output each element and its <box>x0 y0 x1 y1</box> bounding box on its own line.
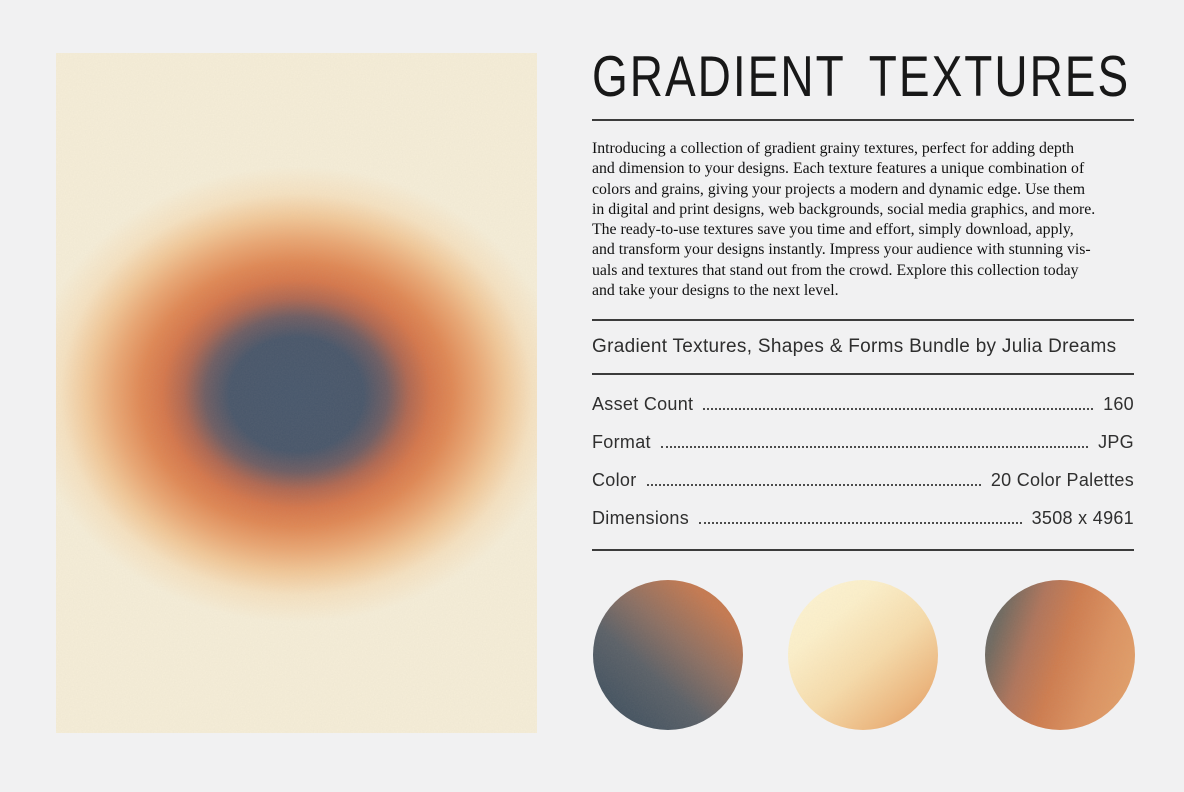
product-description <box>592 139 1134 301</box>
spec-label: Format <box>592 432 651 452</box>
spec-value: 20 Color Palettes <box>990 470 1134 490</box>
description-line: in digital and print designs, web backgrounds, social media graphics, and more. <box>592 200 1096 218</box>
subtitle-top-divider <box>592 319 1134 321</box>
spec-label: Asset Count <box>592 394 694 414</box>
description-line: and transform your designs instantly. Impress your audience with stunning vis- <box>592 241 1091 259</box>
grain-texture <box>56 53 537 733</box>
grain-texture <box>593 580 743 730</box>
spec-label: Color <box>592 470 637 490</box>
spec-value: 3508 x 4961 <box>1031 508 1134 528</box>
spec-value: 160 <box>1103 394 1134 414</box>
description-line: uals and textures that stand out from the crowd. Explore this collection today <box>592 261 1079 279</box>
spec-row-asset-count <box>592 394 1134 432</box>
spec-label: Dimensions <box>592 508 690 528</box>
grain-texture <box>788 580 938 730</box>
description-line: Introducing a collection of gradient grainy textures, perfect for adding depth <box>592 140 1075 157</box>
gradient-swatch-slate-peach <box>985 580 1135 730</box>
dotted-leader <box>661 446 1088 448</box>
grain-texture <box>985 580 1135 730</box>
dotted-leader <box>647 484 981 486</box>
description-line: The ready-to-use textures save you time and effort, simply download, apply, <box>592 221 1074 239</box>
dotted-leader <box>703 408 1093 410</box>
spec-row-format <box>592 432 1134 470</box>
spec-list <box>592 394 1134 546</box>
page-title: GRADIENT TEXTURES <box>592 43 1131 109</box>
gradient-swatch-slate-orange <box>593 580 743 730</box>
specs-bottom-divider <box>592 549 1134 551</box>
spec-row-dimensions <box>592 508 1134 546</box>
description-line: colors and grains, giving your projects a modern and dynamic edge. Use them <box>592 180 1086 198</box>
spec-value: JPG <box>1098 432 1134 452</box>
subtitle-bottom-divider <box>592 373 1134 375</box>
title-divider <box>592 119 1134 121</box>
info-panel <box>592 0 1134 792</box>
gradient-swatch-cream-orange <box>788 580 938 730</box>
spec-row-color <box>592 470 1134 508</box>
gradient-poster-preview <box>56 53 537 733</box>
description-line: and take your designs to the next level. <box>592 282 839 300</box>
description-line: and dimension to your designs. Each texture features a unique combination of <box>592 160 1085 178</box>
dotted-leader <box>699 522 1022 524</box>
bundle-subtitle: Gradient Textures, Shapes & Forms Bundle by Julia Dreams <box>592 336 1117 357</box>
